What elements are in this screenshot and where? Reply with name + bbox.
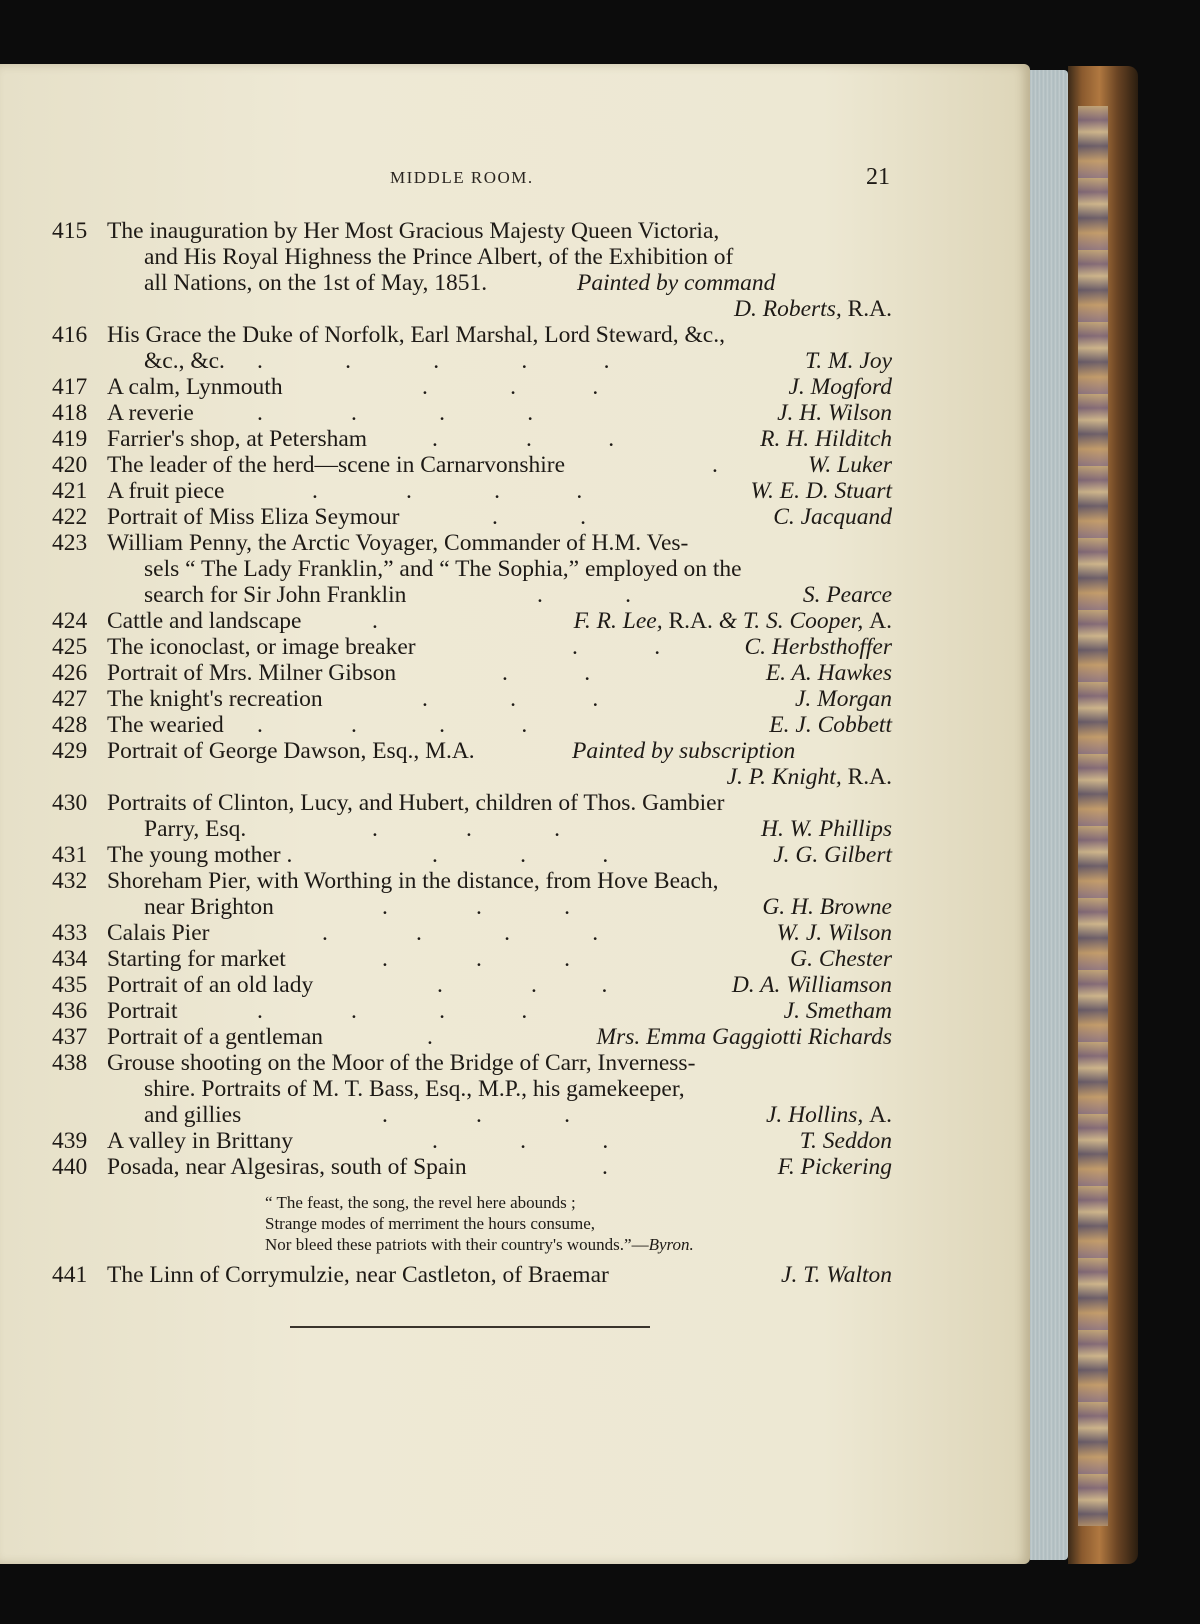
- entry-title-line: sels “ The Lady Franklin,” and “ The Sophia,” employed on the: [144, 556, 742, 582]
- entry-number: 422: [52, 504, 88, 530]
- page-edges: [1030, 70, 1068, 1560]
- entry-title-line: The knight's recreation: [107, 686, 323, 712]
- book-cover: [1068, 66, 1138, 1564]
- entry-title-line: Portrait of George Dawson, Esq., M.A.: [107, 738, 475, 764]
- entry-artist: C. Jacquand: [773, 504, 892, 530]
- entry-number: 424: [52, 608, 88, 634]
- entry-title-line: William Penny, the Arctic Voyager, Commander of H.M. Ves-: [107, 530, 689, 556]
- entry-artist: W. Luker: [808, 452, 892, 478]
- entry-note: Painted by command: [577, 270, 776, 296]
- entry-artist: W. J. Wilson: [776, 920, 892, 946]
- entry-title-line: The iconoclast, or image breaker: [107, 634, 416, 660]
- entry-title-line: Calais Pier: [107, 920, 210, 946]
- entry-number: 435: [52, 972, 88, 998]
- entry-number: 428: [52, 712, 88, 738]
- entry-artist: J. G. Gilbert: [773, 842, 892, 868]
- entry-number: 441: [52, 1262, 88, 1288]
- entry-title-line: The leader of the herd—scene in Carnarvonshire: [107, 452, 566, 478]
- quote-line: Strange modes of merriment the hours consume,: [265, 1214, 596, 1233]
- entry-title-line: Farrier's shop, at Petersham: [107, 426, 368, 452]
- entry-number: 434: [52, 946, 88, 972]
- entry-number: 440: [52, 1154, 88, 1180]
- entry-artist: H. W. Phillips: [760, 816, 892, 842]
- entry-note: Painted by subscription: [572, 738, 796, 764]
- entry-number: 439: [52, 1128, 88, 1154]
- quote-line: Nor bleed these patriots with their country's wounds.”—Byron.: [265, 1235, 694, 1254]
- entry-number: 419: [52, 426, 88, 452]
- entry-artist: J. H. Wilson: [777, 400, 892, 426]
- entry-title-line: The inauguration by Her Most Gracious Majesty Queen Victoria,: [107, 218, 720, 244]
- entry-artist: J. T. Walton: [781, 1262, 892, 1288]
- entry-artist: J. Smetham: [783, 998, 892, 1024]
- entry-number: 438: [52, 1050, 88, 1076]
- entry-number: 416: [52, 322, 88, 348]
- entry-artist: J. Hollins, A.: [766, 1102, 892, 1128]
- entry-artist: E. J. Cobbett: [769, 712, 892, 738]
- epigraph-quote: [265, 1192, 825, 1255]
- entry-title-line: Cattle and landscape: [107, 608, 302, 634]
- entry-title-line: Portrait: [107, 998, 178, 1024]
- entry-title-line: Grouse shooting on the Moor of the Bridge of Carr, Inverness-: [107, 1050, 696, 1076]
- entry-title-line: Portrait of an old lady: [107, 972, 314, 998]
- entry-number: 426: [52, 660, 88, 686]
- entry-title-line: The wearied: [107, 712, 224, 738]
- entry-number: 427: [52, 686, 88, 712]
- entry-artist: J. Mogford: [788, 374, 892, 400]
- entry-title-line: shire. Portraits of M. T. Bass, Esq., M.P., his gamekeeper,: [144, 1076, 685, 1102]
- entry-number: 429: [52, 738, 88, 764]
- entry-title-line: Portrait of Miss Eliza Seymour: [107, 504, 400, 530]
- entry-artist: D. Roberts, R.A.: [734, 296, 892, 322]
- closing-rule: [290, 1326, 650, 1328]
- entry-title-line: A calm, Lynmouth: [107, 374, 283, 400]
- entry-number: 421: [52, 478, 88, 504]
- entry-title-line: A fruit piece: [107, 478, 225, 504]
- entry-artist: E. A. Hawkes: [765, 660, 892, 686]
- entry-number: 418: [52, 400, 88, 426]
- entry-title-line: near Brighton: [144, 894, 274, 920]
- entry-title-line: Portrait of Mrs. Milner Gibson: [107, 660, 397, 686]
- entry-title-line: A valley in Brittany: [107, 1128, 294, 1154]
- entry-artist: G. Chester: [790, 946, 892, 972]
- entry-title-line: His Grace the Duke of Norfolk, Earl Marshal, Lord Steward, &c.,: [107, 322, 725, 348]
- entry-artist: D. A. Williamson: [731, 972, 892, 998]
- quote-line: “ The feast, the song, the revel here abounds ;: [265, 1193, 576, 1212]
- entry-title-line: search for Sir John Franklin: [144, 582, 407, 608]
- entry-artist: T. M. Joy: [804, 348, 892, 374]
- entry-title-line: Posada, near Algesiras, south of Spain: [107, 1154, 467, 1180]
- entry-artist: G. H. Browne: [762, 894, 892, 920]
- entry-artist: C. Herbsthoffer: [744, 634, 892, 660]
- running-head: MIDDLE ROOM.: [390, 168, 534, 187]
- entry-number: 431: [52, 842, 88, 868]
- entry-number: 430: [52, 790, 88, 816]
- entry-number: 437: [52, 1024, 88, 1050]
- entry-title-line: The Linn of Corrymulzie, near Castleton, of Braemar: [107, 1262, 609, 1288]
- entry-artist: Mrs. Emma Gaggiotti Richards: [596, 1024, 892, 1050]
- entry-artist: J. P. Knight, R.A.: [726, 764, 892, 790]
- entry-artist: F. Pickering: [777, 1154, 892, 1180]
- entry-artist: S. Pearce: [802, 582, 892, 608]
- entry-title-line: Shoreham Pier, with Worthing in the distance, from Hove Beach,: [107, 868, 719, 894]
- entry-number: 436: [52, 998, 88, 1024]
- entry-number: 423: [52, 530, 88, 556]
- entry-artist: F. R. Lee, R.A. & T. S. Cooper, A.: [573, 608, 892, 634]
- entry-number: 420: [52, 452, 88, 478]
- entry-title-line: A reverie: [107, 400, 194, 426]
- entry-title-line: Portraits of Clinton, Lucy, and Hubert, children of Thos. Gambier: [107, 790, 725, 816]
- entry-title-line: Parry, Esq.: [144, 816, 247, 842]
- entry-artist: J. Morgan: [794, 686, 892, 712]
- entry-title-line: Starting for market: [107, 946, 286, 972]
- entry-artist: W. E. D. Stuart: [750, 478, 892, 504]
- entry-number: 433: [52, 920, 88, 946]
- entry-number: 425: [52, 634, 88, 660]
- page-header: [0, 164, 1030, 194]
- entry-title-line: all Nations, on the 1st of May, 1851.: [144, 270, 488, 296]
- entry-title-line: The young mother .: [107, 842, 293, 868]
- quote-attribution: Byron.: [648, 1235, 694, 1254]
- entry-number: 415: [52, 218, 88, 244]
- entry-title-line: &c., &c.: [144, 348, 225, 374]
- entry-title-line: Portrait of a gentleman: [107, 1024, 323, 1050]
- entry-number: 432: [52, 868, 88, 894]
- page-number: 21: [866, 164, 890, 190]
- entry-title-line: and gillies: [144, 1102, 242, 1128]
- entry-artist: T. Seddon: [799, 1128, 892, 1154]
- entry-title-line: and His Royal Highness the Prince Albert, of the Exhibition of: [144, 244, 734, 270]
- marbled-edge: [1078, 106, 1108, 1526]
- entry-number: 417: [52, 374, 88, 400]
- entry-artist: R. H. Hilditch: [760, 426, 892, 452]
